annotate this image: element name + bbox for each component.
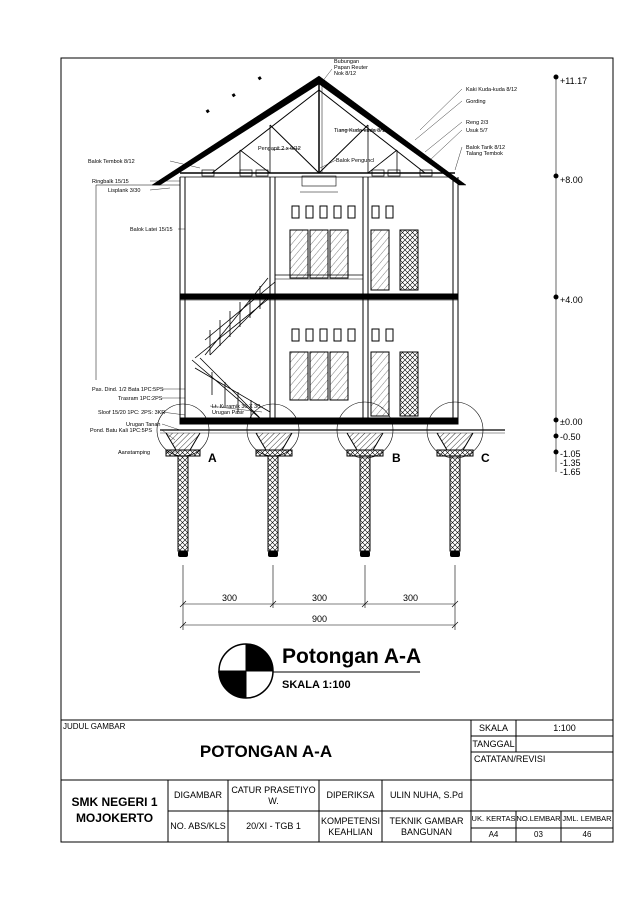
windows-lower [290, 352, 418, 416]
label-pasangan-dinding: Pas. Dind. 1/2 Bata 1PC:5PS [92, 387, 164, 393]
kompetensi-label: KOMPETENSI KEAHLIAN [321, 816, 381, 837]
label-balok-tarik: Balok Tarik 8/12 [466, 145, 506, 151]
pile-tips [178, 551, 460, 557]
label-usuk: Usuk 5/7 [466, 128, 488, 134]
label-trasram: Trasram 1PC:2PS [118, 396, 163, 402]
roof-truss [152, 76, 466, 192]
ukuran-kertas-value: A4 [488, 830, 499, 840]
judul-gambar-value: POTONGAN A-A [199, 742, 333, 762]
elevation-ground: -0.50 [560, 432, 581, 442]
label-reng: Reng 2/3 [466, 120, 489, 126]
label-lisplank: Lisplank 3/30 [108, 188, 141, 194]
elevation-top: +11.17 [560, 76, 588, 86]
drawing-scale: SKALA 1:100 [282, 679, 351, 691]
label-nok: Nok 8/12 [334, 71, 357, 77]
piles [178, 456, 460, 551]
elevation-marker-line [554, 75, 558, 472]
catatan-revisi-label: CATATAN/REVISI [474, 753, 546, 764]
grid-label-c: C [481, 451, 490, 465]
jumlah-lembar-value: 46 [582, 830, 592, 840]
label-ringbalk: Ringbalk 15/15 [92, 179, 129, 185]
label-papan-reuter: Papan Reuter [334, 65, 368, 71]
absen-kelas-label: NO. ABS/KLS [170, 821, 226, 832]
skala-value: 1:100 [553, 722, 576, 733]
diperiksa-label: DIPERIKSA [326, 790, 375, 801]
skala-label: SKALA [478, 722, 509, 733]
digambar-label: DIGAMBAR [173, 790, 222, 801]
elevation-second-floor: +4.00 [560, 295, 583, 305]
label-gording: Gording [466, 99, 486, 105]
windows-upper [290, 230, 418, 290]
label-pengapit: Pengapit 2 x 6/12 [258, 146, 301, 152]
label-keramik: Lt. Keramik 30 X 30 [212, 404, 261, 410]
grid-label-b: B [392, 451, 401, 465]
diperiksa-value: ULIN NUHA, S.Pd [389, 790, 464, 801]
label-sloof: Sloof 15/20 1PC: 2PS: 3KR [98, 410, 166, 416]
elevation-footing-top: -1.05 [560, 449, 581, 459]
elevation-ground-floor: ±0.00 [560, 417, 583, 427]
digambar-value: CATUR PRASETIYO W. [231, 785, 316, 806]
label-balok-tembok: Balok Tembok 8/12 [88, 159, 135, 165]
school-name-line-2: MOJOKERTO [75, 811, 154, 826]
label-tiang-kuda-kuda: Tiang Kuda-kuda 8/12 [334, 128, 388, 134]
nomor-lembar-label: NO.LEMBAR [516, 814, 561, 824]
label-urugan-tanah: Urugan Tanah [126, 422, 161, 428]
dimension-span-3: 300 [403, 593, 419, 603]
label-balok-latei: Balok Latei 15/15 [130, 227, 173, 233]
grid-label-a: A [208, 451, 217, 465]
jumlah-lembar-label: JML. LEMBAR [562, 814, 612, 824]
school-name-line-1: SMK NEGERI 1 [71, 795, 158, 810]
elevation-footing-bottom: -1.65 [560, 467, 581, 477]
label-aanstamping: Aanstamping [118, 450, 151, 456]
label-balok-pengunci: Balok Penguncl [336, 158, 375, 164]
nomor-lembar-value: 03 [534, 830, 543, 840]
drawing-title: Potongan A-A [282, 645, 422, 668]
elevation-ringbalk: +8.00 [560, 175, 583, 185]
label-bubungan: Bubungan [334, 59, 360, 65]
tanggal-label: TANGGAL [472, 738, 515, 749]
elevation-footing: -1.35 [560, 458, 581, 468]
judul-gambar-label: JUDUL GAMBAR [63, 722, 126, 732]
dimension-span-2: 300 [312, 593, 328, 603]
absen-kelas-value: 20/XI - TGB 1 [246, 821, 301, 832]
label-kaki-kuda-kuda: Kaki Kuda-kuda 8/12 [466, 87, 518, 93]
dimension-total: 900 [312, 614, 328, 624]
label-urugan-pasir: Urugan Pasir [212, 410, 245, 416]
label-talang-tembok: Talang Tembok [466, 151, 503, 157]
ukuran-kertas-label: UK. KERTAS [471, 814, 516, 824]
kompetensi-value: TEKNIK GAMBAR BANGUNAN [389, 816, 464, 837]
label-pondasi: Pond. Batu Kali 1PC:5PS [90, 428, 153, 434]
dimension-span-1: 300 [222, 593, 238, 603]
